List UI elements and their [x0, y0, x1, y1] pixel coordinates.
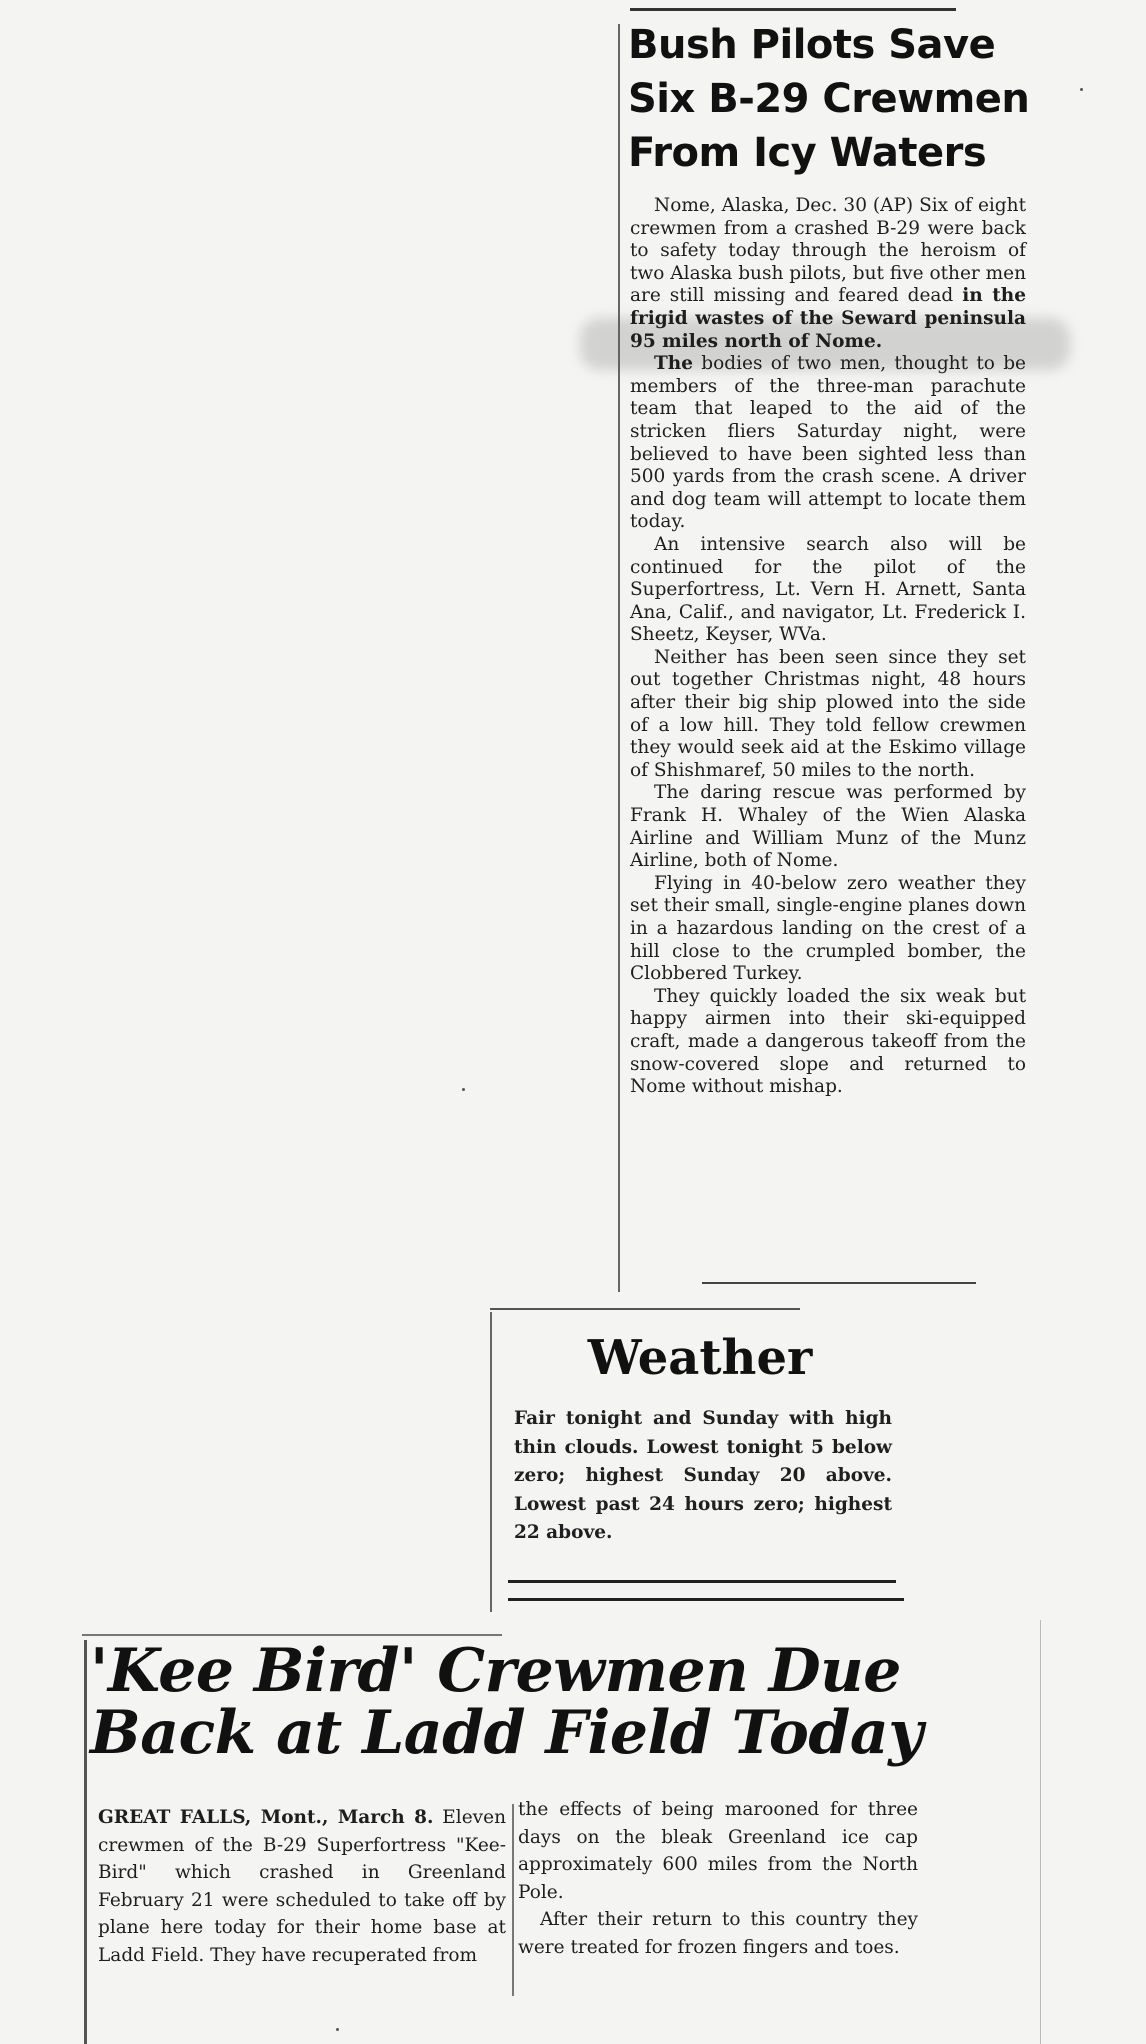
weather-bottom-rule [508, 1598, 904, 1601]
article-paragraph: After their return to this country they were treated for frozen fingers and toes. [518, 1909, 918, 1958]
kee-bird-headline [90, 1636, 950, 1768]
bush-pilots-body [630, 195, 1026, 1099]
column-divider [512, 1804, 514, 1996]
headline-line: Back at Ladd Field Today [90, 1698, 923, 1768]
article-paragraph: An intensive search also will be continued for the pilot of the Superfortress, Lt. Vern H. Arnett, Santa Ana, Calif., and navigator, Lt. Frederick I. Sheetz, Keyser, WVa. [630, 533, 1026, 646]
kee-bird-column-2 [518, 1796, 918, 1962]
article-bottom-rule [702, 1282, 976, 1284]
weather-top-rule [490, 1308, 800, 1310]
article-paragraph: Neither has been seen since they set out together Christmas night, 48 hours after their big ship plowed into the side of a low hill. They told fellow crewmen they would seek aid at the Eskimo village of Shishmaref, 50 miles to the north. [630, 646, 1026, 781]
headline-line: 'Kee Bird' Crewmen Due [90, 1636, 901, 1706]
article-top-rule [630, 8, 956, 11]
speck [336, 2028, 339, 2031]
kee-bird-column-1 [98, 1804, 506, 1970]
paragraph-bold-text: in the frigid wastes of the Seward peninsula 95 miles north of Nome. [630, 285, 1026, 352]
article-paragraph [98, 1804, 506, 1970]
paragraph-text: bodies of two men, thought to be members of the three-man parachute team that leaped to the aid of the stricken fliers Saturday night, were believed to have been sighted less than 500 yards from the crash scene. A driver and dog team will attempt to locate them today. [630, 353, 1026, 533]
kee-bird-left-rule [84, 1640, 87, 2044]
article-paragraph: Flying in 40-below zero weather they set their small, single-engine planes down in a hazardous landing on the crest of a hill close to the crumpled bomber, the Clobbered Turkey. [630, 872, 1026, 985]
dateline: GREAT FALLS, Mont., March 8. [98, 1807, 434, 1828]
bush-pilots-headline [628, 18, 1030, 180]
headline-line: Six B-29 Crewmen [628, 76, 1030, 122]
headline-line: Bush Pilots Save [628, 22, 996, 68]
weather-text: Fair tonight and Sunday with high thin clouds. Lowest tonight 5 below zero; highest Sunday 20 above. Lowest past 24 hours zero; highest 22 above. [514, 1408, 892, 1543]
page-edge-line [1040, 1620, 1041, 2044]
article-paragraph: the effects of being marooned for three days on the bleak Greenland ice cap approximately 600 miles from the North Pole. [518, 1799, 918, 1903]
headline-line: From Icy Waters [628, 130, 987, 176]
article-column-rule [618, 24, 620, 1292]
article-paragraph: They quickly loaded the six weak but happy airmen into their ski-equipped craft, made a dangerous takeoff from the snow-covered slope and returned to Nome without mishap. [630, 985, 1026, 1098]
speck [1080, 88, 1083, 91]
article-paragraph: The daring rescue was performed by Frank H. Whaley of the Wien Alaska Airline and William Munz of the Munz Airline, both of Nome. [630, 782, 1026, 872]
paragraph-text: Nome, Alaska, Dec. 30 (AP) Six of eight crewmen from a crashed B-29 were back to safety today through the heroism of two Alaska bush pilots, but five other men are still missing and feared dead [630, 195, 1027, 307]
article-paragraph [630, 195, 1026, 353]
weather-bottom-rule [508, 1580, 896, 1583]
weather-title: Weather [587, 1330, 813, 1386]
paragraph-text: Eleven crewmen of the B-29 Superfortress "Kee-Bird" which crashed in Greenland February 21 were scheduled to take off by plane here today for their home base at Ladd Field. They have recuperated from [98, 1807, 506, 1966]
speck [462, 1088, 465, 1091]
paragraph-bold-text: The [654, 353, 693, 375]
article-paragraph [630, 353, 1026, 534]
